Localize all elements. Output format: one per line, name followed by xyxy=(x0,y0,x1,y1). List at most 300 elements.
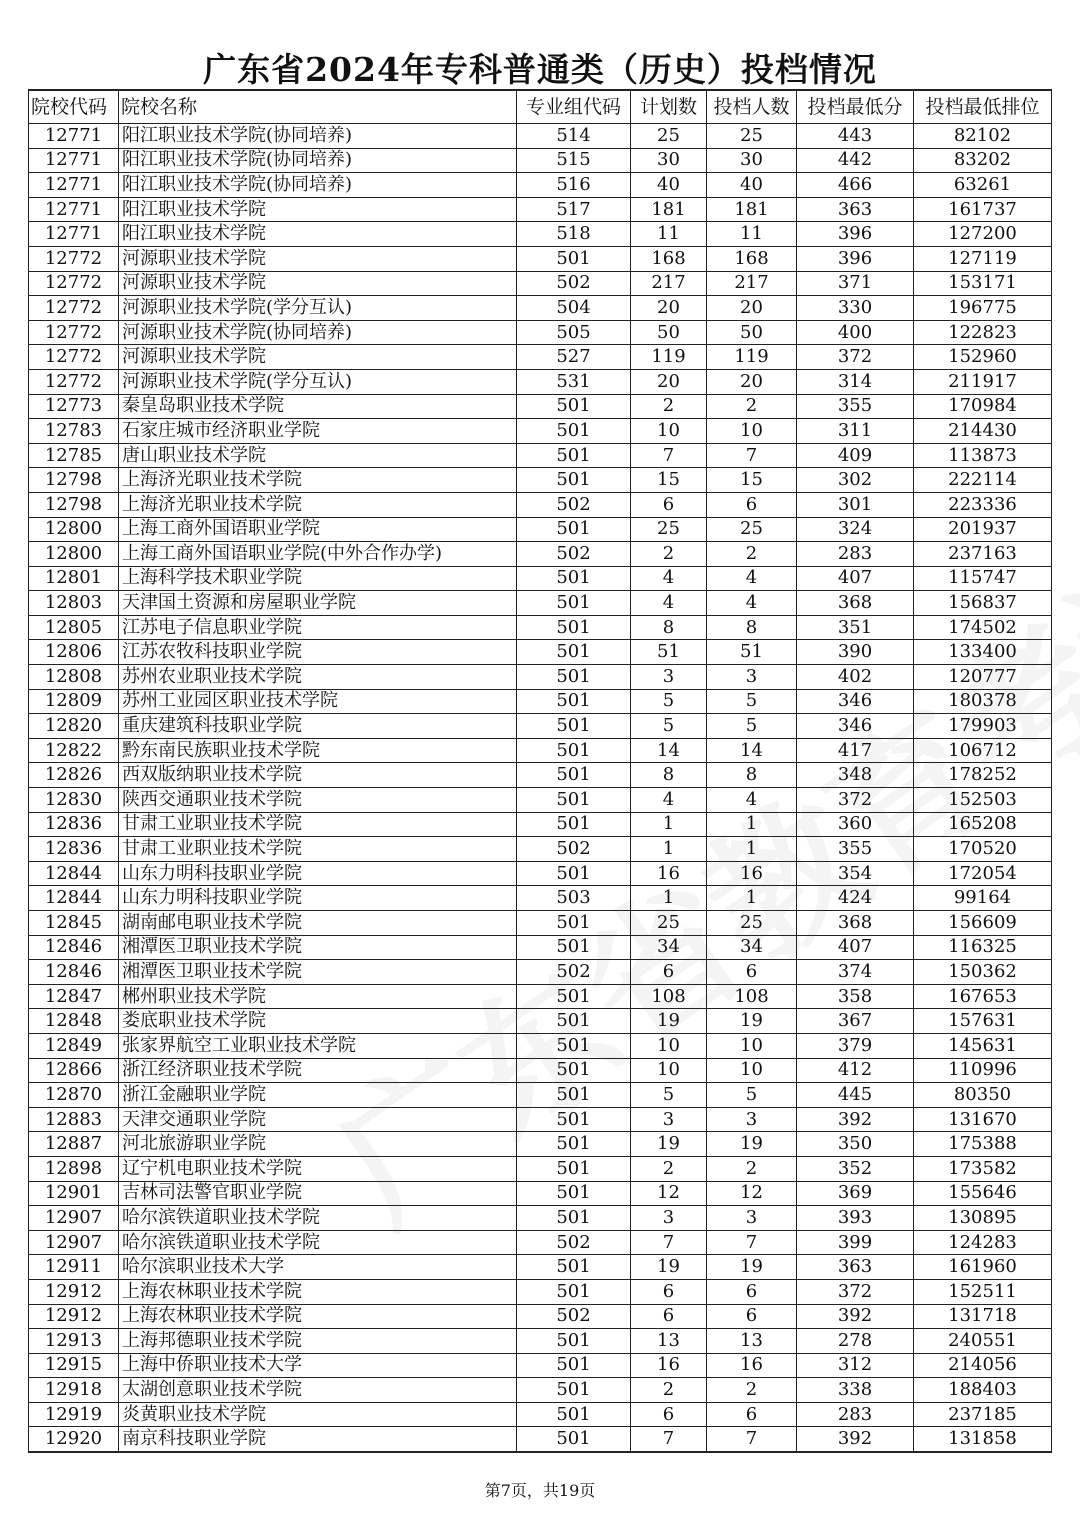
min-score-cell: 314 xyxy=(797,369,914,394)
group-code-cell: 501 xyxy=(517,1279,631,1304)
group-code-cell: 501 xyxy=(517,1132,631,1157)
min-score-cell: 402 xyxy=(797,665,914,690)
group-code-cell: 501 xyxy=(517,443,631,468)
min-rank-cell: 83202 xyxy=(914,148,1052,173)
min-rank-cell: 115747 xyxy=(914,566,1052,591)
school-code-cell: 12785 xyxy=(29,443,119,468)
group-code-cell: 501 xyxy=(517,1206,631,1231)
plan-count-cell: 6 xyxy=(631,1279,707,1304)
admitted-count-cell: 19 xyxy=(707,1255,797,1280)
school-name-cell: 张家界航空工业职业技术学院 xyxy=(119,1033,517,1058)
admitted-count-cell: 10 xyxy=(707,1033,797,1058)
school-code-cell: 12771 xyxy=(29,197,119,222)
school-name-cell: 河源职业技术学院 xyxy=(119,271,517,296)
group-code-cell: 501 xyxy=(517,517,631,542)
min-rank-cell: 122823 xyxy=(914,320,1052,345)
min-score-cell: 409 xyxy=(797,443,914,468)
plan-count-cell: 6 xyxy=(631,960,707,985)
admitted-count-cell: 181 xyxy=(707,197,797,222)
min-rank-cell: 124283 xyxy=(914,1230,1052,1255)
table-row xyxy=(29,911,1052,936)
min-score-cell: 445 xyxy=(797,1083,914,1108)
plan-count-cell: 2 xyxy=(631,1156,707,1181)
min-score-cell: 396 xyxy=(797,246,914,271)
plan-count-cell: 7 xyxy=(631,443,707,468)
table-row xyxy=(29,1206,1052,1231)
school-code-cell: 12822 xyxy=(29,738,119,763)
plan-count-cell: 34 xyxy=(631,935,707,960)
school-code-cell: 12907 xyxy=(29,1206,119,1231)
admitted-count-cell: 7 xyxy=(707,1230,797,1255)
plan-count-cell: 51 xyxy=(631,640,707,665)
min-score-cell: 350 xyxy=(797,1132,914,1157)
school-name-cell: 上海农林职业技术学院 xyxy=(119,1279,517,1304)
min-score-cell: 352 xyxy=(797,1156,914,1181)
plan-count-cell: 217 xyxy=(631,271,707,296)
header-code: 院校代码 xyxy=(29,90,119,124)
min-rank-cell: 153171 xyxy=(914,271,1052,296)
min-rank-cell: 120777 xyxy=(914,665,1052,690)
school-name-cell: 阳江职业技术学院 xyxy=(119,197,517,222)
page-footer: 第7页，共19页 xyxy=(484,1481,596,1500)
group-code-cell: 501 xyxy=(517,861,631,886)
table-row xyxy=(29,960,1052,985)
school-name-cell: 太湖创意职业技术学院 xyxy=(119,1378,517,1403)
min-score-cell: 355 xyxy=(797,837,914,862)
school-name-cell: 哈尔滨铁道职业技术学院 xyxy=(119,1230,517,1255)
group-code-cell: 501 xyxy=(517,1255,631,1280)
min-rank-cell: 80350 xyxy=(914,1083,1052,1108)
min-rank-cell: 152511 xyxy=(914,1279,1052,1304)
plan-count-cell: 181 xyxy=(631,197,707,222)
school-name-cell: 浙江经济职业技术学院 xyxy=(119,1058,517,1083)
group-code-cell: 502 xyxy=(517,542,631,567)
school-code-cell: 12771 xyxy=(29,148,119,173)
plan-count-cell: 5 xyxy=(631,1083,707,1108)
table-header-row xyxy=(29,90,1052,124)
group-code-cell: 501 xyxy=(517,714,631,739)
table-row xyxy=(29,886,1052,911)
admitted-count-cell: 168 xyxy=(707,246,797,271)
table-row xyxy=(29,861,1052,886)
school-code-cell: 12783 xyxy=(29,419,119,444)
school-name-cell: 西双版纳职业技术学院 xyxy=(119,763,517,788)
admitted-count-cell: 34 xyxy=(707,935,797,960)
admitted-count-cell: 25 xyxy=(707,124,797,149)
group-code-cell: 502 xyxy=(517,960,631,985)
min-score-cell: 330 xyxy=(797,296,914,321)
min-rank-cell: 63261 xyxy=(914,173,1052,198)
admitted-count-cell: 10 xyxy=(707,1058,797,1083)
table-row xyxy=(29,1255,1052,1280)
school-code-cell: 12919 xyxy=(29,1402,119,1427)
table-row xyxy=(29,345,1052,370)
group-code-cell: 501 xyxy=(517,1378,631,1403)
admitted-count-cell: 6 xyxy=(707,1304,797,1329)
group-code-cell: 501 xyxy=(517,738,631,763)
school-code-cell: 12920 xyxy=(29,1427,119,1452)
admission-table xyxy=(28,89,1052,1453)
plan-count-cell: 12 xyxy=(631,1181,707,1206)
admitted-count-cell: 6 xyxy=(707,1402,797,1427)
school-name-cell: 江苏农牧科技职业学院 xyxy=(119,640,517,665)
min-rank-cell: 211917 xyxy=(914,369,1052,394)
school-code-cell: 12808 xyxy=(29,665,119,690)
min-score-cell: 400 xyxy=(797,320,914,345)
group-code-cell: 502 xyxy=(517,837,631,862)
min-rank-cell: 127119 xyxy=(914,246,1052,271)
school-code-cell: 12830 xyxy=(29,788,119,813)
table-row xyxy=(29,1181,1052,1206)
school-code-cell: 12907 xyxy=(29,1230,119,1255)
min-rank-cell: 156837 xyxy=(914,591,1052,616)
plan-count-cell: 8 xyxy=(631,763,707,788)
plan-count-cell: 3 xyxy=(631,1206,707,1231)
group-code-cell: 502 xyxy=(517,271,631,296)
min-score-cell: 393 xyxy=(797,1206,914,1231)
min-rank-cell: 237163 xyxy=(914,542,1052,567)
min-rank-cell: 82102 xyxy=(914,124,1052,149)
admitted-count-cell: 1 xyxy=(707,837,797,862)
table-row xyxy=(29,1156,1052,1181)
min-score-cell: 392 xyxy=(797,1427,914,1452)
admitted-count-cell: 5 xyxy=(707,689,797,714)
min-rank-cell: 223336 xyxy=(914,492,1052,517)
plan-count-cell: 2 xyxy=(631,1378,707,1403)
table-row xyxy=(29,1304,1052,1329)
plan-count-cell: 7 xyxy=(631,1427,707,1452)
header-admitted: 投档人数 xyxy=(707,90,797,124)
school-name-cell: 上海工商外国语职业学院 xyxy=(119,517,517,542)
min-score-cell: 346 xyxy=(797,689,914,714)
min-rank-cell: 214430 xyxy=(914,419,1052,444)
table-row xyxy=(29,296,1052,321)
school-code-cell: 12772 xyxy=(29,369,119,394)
min-score-cell: 368 xyxy=(797,911,914,936)
table-row xyxy=(29,1353,1052,1378)
admitted-count-cell: 2 xyxy=(707,542,797,567)
school-code-cell: 12898 xyxy=(29,1156,119,1181)
plan-count-cell: 20 xyxy=(631,369,707,394)
table-row xyxy=(29,640,1052,665)
admitted-count-cell: 4 xyxy=(707,788,797,813)
school-name-cell: 天津国土资源和房屋职业学院 xyxy=(119,591,517,616)
plan-count-cell: 25 xyxy=(631,911,707,936)
group-code-cell: 501 xyxy=(517,1181,631,1206)
table-row xyxy=(29,763,1052,788)
school-name-cell: 河源职业技术学院 xyxy=(119,345,517,370)
table-row xyxy=(29,443,1052,468)
admitted-count-cell: 3 xyxy=(707,665,797,690)
min-score-cell: 368 xyxy=(797,591,914,616)
min-rank-cell: 145631 xyxy=(914,1033,1052,1058)
school-name-cell: 郴州职业技术学院 xyxy=(119,984,517,1009)
table-row xyxy=(29,1378,1052,1403)
admitted-count-cell: 5 xyxy=(707,714,797,739)
group-code-cell: 501 xyxy=(517,1427,631,1452)
admitted-count-cell: 51 xyxy=(707,640,797,665)
group-code-cell: 514 xyxy=(517,124,631,149)
group-code-cell: 501 xyxy=(517,246,631,271)
school-name-cell: 秦皇岛职业技术学院 xyxy=(119,394,517,419)
min-rank-cell: 116325 xyxy=(914,935,1052,960)
group-code-cell: 531 xyxy=(517,369,631,394)
table-row xyxy=(29,1083,1052,1108)
group-code-cell: 501 xyxy=(517,394,631,419)
plan-count-cell: 50 xyxy=(631,320,707,345)
group-code-cell: 501 xyxy=(517,1009,631,1034)
plan-count-cell: 108 xyxy=(631,984,707,1009)
group-code-cell: 501 xyxy=(517,419,631,444)
table-row xyxy=(29,591,1052,616)
min-score-cell: 346 xyxy=(797,714,914,739)
school-code-cell: 12846 xyxy=(29,960,119,985)
admitted-count-cell: 119 xyxy=(707,345,797,370)
table-row xyxy=(29,812,1052,837)
school-name-cell: 苏州工业园区职业技术学院 xyxy=(119,689,517,714)
group-code-cell: 516 xyxy=(517,173,631,198)
min-rank-cell: 179903 xyxy=(914,714,1052,739)
min-rank-cell: 156609 xyxy=(914,911,1052,936)
table-row xyxy=(29,1427,1052,1452)
school-code-cell: 12771 xyxy=(29,124,119,149)
school-name-cell: 苏州农业职业技术学院 xyxy=(119,665,517,690)
group-code-cell: 517 xyxy=(517,197,631,222)
admitted-count-cell: 4 xyxy=(707,566,797,591)
school-code-cell: 12918 xyxy=(29,1378,119,1403)
plan-count-cell: 119 xyxy=(631,345,707,370)
school-code-cell: 12848 xyxy=(29,1009,119,1034)
min-score-cell: 374 xyxy=(797,960,914,985)
plan-count-cell: 13 xyxy=(631,1329,707,1354)
table-row xyxy=(29,517,1052,542)
group-code-cell: 501 xyxy=(517,788,631,813)
school-code-cell: 12798 xyxy=(29,492,119,517)
admitted-count-cell: 3 xyxy=(707,1206,797,1231)
plan-count-cell: 2 xyxy=(631,394,707,419)
admitted-count-cell: 2 xyxy=(707,1378,797,1403)
school-name-cell: 河源职业技术学院(学分互认) xyxy=(119,296,517,321)
min-rank-cell: 106712 xyxy=(914,738,1052,763)
school-code-cell: 12772 xyxy=(29,271,119,296)
school-name-cell: 甘肃工业职业技术学院 xyxy=(119,812,517,837)
group-code-cell: 501 xyxy=(517,1107,631,1132)
plan-count-cell: 25 xyxy=(631,517,707,542)
school-name-cell: 江苏电子信息职业学院 xyxy=(119,615,517,640)
plan-count-cell: 4 xyxy=(631,591,707,616)
table-row xyxy=(29,394,1052,419)
min-rank-cell: 165208 xyxy=(914,812,1052,837)
plan-count-cell: 3 xyxy=(631,1107,707,1132)
table-row xyxy=(29,271,1052,296)
table-row xyxy=(29,984,1052,1009)
min-rank-cell: 180378 xyxy=(914,689,1052,714)
table-row xyxy=(29,222,1052,247)
school-name-cell: 唐山职业技术学院 xyxy=(119,443,517,468)
min-score-cell: 358 xyxy=(797,984,914,1009)
plan-count-cell: 1 xyxy=(631,837,707,862)
table-body xyxy=(29,124,1052,1453)
school-name-cell: 河源职业技术学院(协同培养) xyxy=(119,320,517,345)
min-rank-cell: 133400 xyxy=(914,640,1052,665)
min-rank-cell: 214056 xyxy=(914,1353,1052,1378)
min-score-cell: 355 xyxy=(797,394,914,419)
min-rank-cell: 130895 xyxy=(914,1206,1052,1231)
admitted-count-cell: 5 xyxy=(707,1083,797,1108)
school-name-cell: 上海邦德职业技术学院 xyxy=(119,1329,517,1354)
min-rank-cell: 240551 xyxy=(914,1329,1052,1354)
group-code-cell: 501 xyxy=(517,1402,631,1427)
school-code-cell: 12806 xyxy=(29,640,119,665)
school-code-cell: 12870 xyxy=(29,1083,119,1108)
table-row xyxy=(29,1132,1052,1157)
admitted-count-cell: 6 xyxy=(707,960,797,985)
header-group: 专业组代码 xyxy=(517,90,631,124)
table-row xyxy=(29,1058,1052,1083)
min-score-cell: 283 xyxy=(797,1402,914,1427)
admitted-count-cell: 2 xyxy=(707,394,797,419)
school-name-cell: 湘潭医卫职业技术学院 xyxy=(119,960,517,985)
group-code-cell: 505 xyxy=(517,320,631,345)
plan-count-cell: 16 xyxy=(631,861,707,886)
school-name-cell: 辽宁机电职业技术学院 xyxy=(119,1156,517,1181)
admitted-count-cell: 8 xyxy=(707,763,797,788)
admitted-count-cell: 6 xyxy=(707,1279,797,1304)
school-code-cell: 12773 xyxy=(29,394,119,419)
header-min-score: 投档最低分 xyxy=(797,90,914,124)
admitted-count-cell: 12 xyxy=(707,1181,797,1206)
school-code-cell: 12901 xyxy=(29,1181,119,1206)
plan-count-cell: 19 xyxy=(631,1132,707,1157)
admitted-count-cell: 16 xyxy=(707,1353,797,1378)
school-name-cell: 哈尔滨职业技术大学 xyxy=(119,1255,517,1280)
school-name-cell: 重庆建筑科技职业学院 xyxy=(119,714,517,739)
min-rank-cell: 131718 xyxy=(914,1304,1052,1329)
plan-count-cell: 14 xyxy=(631,738,707,763)
min-rank-cell: 110996 xyxy=(914,1058,1052,1083)
school-code-cell: 12912 xyxy=(29,1279,119,1304)
min-score-cell: 351 xyxy=(797,615,914,640)
min-rank-cell: 99164 xyxy=(914,886,1052,911)
admitted-count-cell: 11 xyxy=(707,222,797,247)
header-min-rank: 投档最低排位 xyxy=(914,90,1052,124)
school-code-cell: 12913 xyxy=(29,1329,119,1354)
school-code-cell: 12846 xyxy=(29,935,119,960)
min-score-cell: 360 xyxy=(797,812,914,837)
group-code-cell: 502 xyxy=(517,1304,631,1329)
group-code-cell: 501 xyxy=(517,566,631,591)
plan-count-cell: 16 xyxy=(631,1353,707,1378)
school-code-cell: 12845 xyxy=(29,911,119,936)
plan-count-cell: 168 xyxy=(631,246,707,271)
school-code-cell: 12800 xyxy=(29,542,119,567)
admitted-count-cell: 4 xyxy=(707,591,797,616)
school-name-cell: 山东力明科技职业学院 xyxy=(119,886,517,911)
min-rank-cell: 161737 xyxy=(914,197,1052,222)
min-rank-cell: 152503 xyxy=(914,788,1052,813)
group-code-cell: 501 xyxy=(517,689,631,714)
admitted-count-cell: 20 xyxy=(707,296,797,321)
min-rank-cell: 155646 xyxy=(914,1181,1052,1206)
min-score-cell: 278 xyxy=(797,1329,914,1354)
min-score-cell: 443 xyxy=(797,124,914,149)
school-name-cell: 甘肃工业职业技术学院 xyxy=(119,837,517,862)
min-rank-cell: 172054 xyxy=(914,861,1052,886)
school-code-cell: 12820 xyxy=(29,714,119,739)
group-code-cell: 501 xyxy=(517,984,631,1009)
group-code-cell: 518 xyxy=(517,222,631,247)
min-score-cell: 363 xyxy=(797,1255,914,1280)
plan-count-cell: 19 xyxy=(631,1009,707,1034)
school-name-cell: 上海科学技术职业学院 xyxy=(119,566,517,591)
school-code-cell: 12805 xyxy=(29,615,119,640)
group-code-cell: 501 xyxy=(517,1058,631,1083)
table-row xyxy=(29,788,1052,813)
table-row xyxy=(29,124,1052,149)
plan-count-cell: 30 xyxy=(631,148,707,173)
plan-count-cell: 6 xyxy=(631,1304,707,1329)
school-name-cell: 哈尔滨铁道职业技术学院 xyxy=(119,1206,517,1231)
admitted-count-cell: 108 xyxy=(707,984,797,1009)
admitted-count-cell: 13 xyxy=(707,1329,797,1354)
admitted-count-cell: 25 xyxy=(707,517,797,542)
school-name-cell: 娄底职业技术学院 xyxy=(119,1009,517,1034)
min-score-cell: 371 xyxy=(797,271,914,296)
plan-count-cell: 4 xyxy=(631,566,707,591)
school-name-cell: 浙江金融职业学院 xyxy=(119,1083,517,1108)
min-rank-cell: 170984 xyxy=(914,394,1052,419)
min-score-cell: 367 xyxy=(797,1009,914,1034)
school-name-cell: 陕西交通职业技术学院 xyxy=(119,788,517,813)
plan-count-cell: 3 xyxy=(631,665,707,690)
admitted-count-cell: 7 xyxy=(707,443,797,468)
admitted-count-cell: 3 xyxy=(707,1107,797,1132)
group-code-cell: 501 xyxy=(517,468,631,493)
group-code-cell: 501 xyxy=(517,591,631,616)
plan-count-cell: 7 xyxy=(631,1230,707,1255)
min-rank-cell: 131670 xyxy=(914,1107,1052,1132)
min-score-cell: 412 xyxy=(797,1058,914,1083)
min-score-cell: 354 xyxy=(797,861,914,886)
school-name-cell: 黔东南民族职业技术学院 xyxy=(119,738,517,763)
table-row xyxy=(29,492,1052,517)
min-score-cell: 302 xyxy=(797,468,914,493)
table-row xyxy=(29,369,1052,394)
plan-count-cell: 15 xyxy=(631,468,707,493)
admitted-count-cell: 217 xyxy=(707,271,797,296)
admitted-count-cell: 10 xyxy=(707,419,797,444)
group-code-cell: 503 xyxy=(517,886,631,911)
school-name-cell: 河源职业技术学院 xyxy=(119,246,517,271)
min-score-cell: 392 xyxy=(797,1107,914,1132)
min-score-cell: 312 xyxy=(797,1353,914,1378)
school-code-cell: 12772 xyxy=(29,296,119,321)
group-code-cell: 515 xyxy=(517,148,631,173)
min-rank-cell: 170520 xyxy=(914,837,1052,862)
admitted-count-cell: 1 xyxy=(707,812,797,837)
school-code-cell: 12866 xyxy=(29,1058,119,1083)
school-name-cell: 上海济光职业技术学院 xyxy=(119,492,517,517)
admitted-count-cell: 15 xyxy=(707,468,797,493)
school-name-cell: 阳江职业技术学院(协同培养) xyxy=(119,148,517,173)
school-code-cell: 12826 xyxy=(29,763,119,788)
admitted-count-cell: 6 xyxy=(707,492,797,517)
admitted-count-cell: 14 xyxy=(707,738,797,763)
min-score-cell: 283 xyxy=(797,542,914,567)
min-score-cell: 311 xyxy=(797,419,914,444)
plan-count-cell: 2 xyxy=(631,542,707,567)
admitted-count-cell: 50 xyxy=(707,320,797,345)
